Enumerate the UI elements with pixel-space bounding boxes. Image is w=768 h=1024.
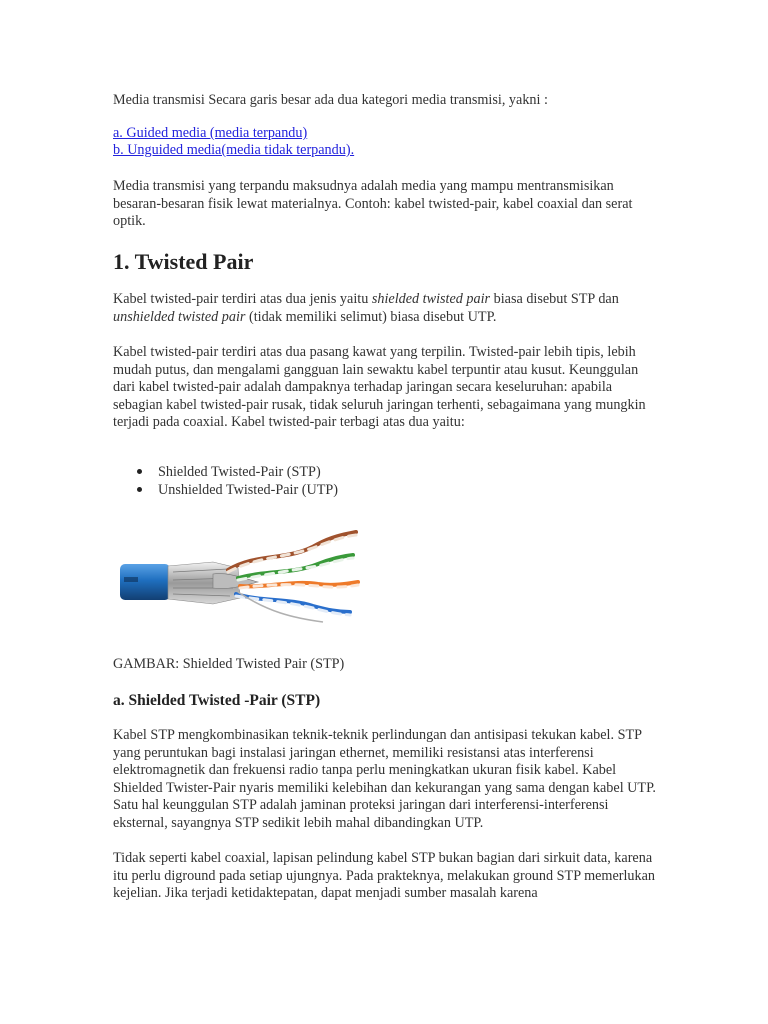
bullet-icon [137, 487, 142, 492]
bullet-icon [137, 469, 142, 474]
twisted-pair-types-paragraph [113, 291, 658, 326]
types-text-1: Kabel twisted-pair terdiri atas dua jenis yaitu [113, 291, 372, 307]
list-item [113, 463, 338, 481]
list-item-label: Unshielded Twisted-Pair (UTP) [158, 482, 339, 498]
stp-paragraph: Kabel STP mengkombinasikan teknik-teknik perlindungan dan antisipasi tekukan kabel. STP yang peruntukan bagi instalasi jaringan ethernet, memiliki resistansi atas interferensi elektromagnetik dan frekuensi radio tanpa perlu meningkatkan ukuran fisik kabel. Kabel Shielded Twister-Pair nyaris memiliki kelebihan dan kekurangan yang sama dengan kabel UTP. Satu hal keunggulan STP adalah jaminan proteksi jaringan dari interferensi-interferensi eksternal, sayangnya STP sedikit lebih mahal dibandingkan UTP. [113, 727, 656, 831]
stp-ground-paragraph: Tidak seperti kabel coaxial, lapisan pelindung kabel STP bukan bagian dari sirkuit data, karena itu perlu diground pada setiap ujungnya. Pada prakteknya, melakukan ground STP memerlukan kejelian. Jika terjadi ketidaktepatan, dapat menjadi sumber masalah karena [113, 850, 656, 901]
blue-white-wire [236, 596, 350, 615]
list-item [113, 481, 338, 499]
guided-media-paragraph: Media transmisi yang terpandu maksudnya adalah media yang mampu mentransmisikan besaran-besaran fisik lewat materialnya. Contoh: kabel twisted-pair, kabel coaxial dan serat optik. [113, 178, 633, 229]
media-category-links [113, 125, 354, 159]
types-text-3: (tidak memiliki selimut) biasa disebut UTP. [245, 308, 497, 325]
types-text-2: biasa disebut STP dan [490, 291, 619, 307]
types-italic-utp: unshielded twisted pair [113, 308, 246, 325]
intro-text: Media transmisi Secara garis besar ada dua kategori media transmisi, yakni : [113, 92, 548, 108]
twisted-pair-heading: 1. Twisted Pair [113, 249, 254, 274]
stp-heading: a. Shielded Twisted -Pair (STP) [113, 692, 321, 709]
types-italic-stp: shielded twisted pair [371, 291, 491, 307]
twisted-pair-type-list [113, 463, 338, 499]
cable-jacket-print [124, 577, 138, 582]
twisted-pair-description-paragraph: Kabel twisted-pair terdiri atas dua pasang kawat yang terpilin. Twisted-pair lebih tipis, lebih mudah putus, dan mengalami gangguan lain sewaktu kabel terpuntir atau kusut. Keunggulan dari kabel twisted-pair adalah dampaknya terhadap jaringan secara keseluruhan: apabila sebagian kabel twisted-pair rusak, tidak seluruh jaringan terhenti, sebagaimana yang mungkin terjadi pada coaxial. Kabel twisted-pair terbagi atas dua yaitu: [113, 344, 646, 430]
list-item-label: Shielded Twisted-Pair (STP) [158, 464, 321, 480]
unguided-media-link[interactable]: b. Unguided media(media tidak terpandu). [113, 142, 355, 158]
figure-caption: GAMBAR: Shielded Twisted Pair (STP) [113, 656, 345, 672]
guided-media-link[interactable]: a. Guided media (media terpandu) [113, 125, 308, 141]
stp-cable-image [118, 522, 373, 637]
